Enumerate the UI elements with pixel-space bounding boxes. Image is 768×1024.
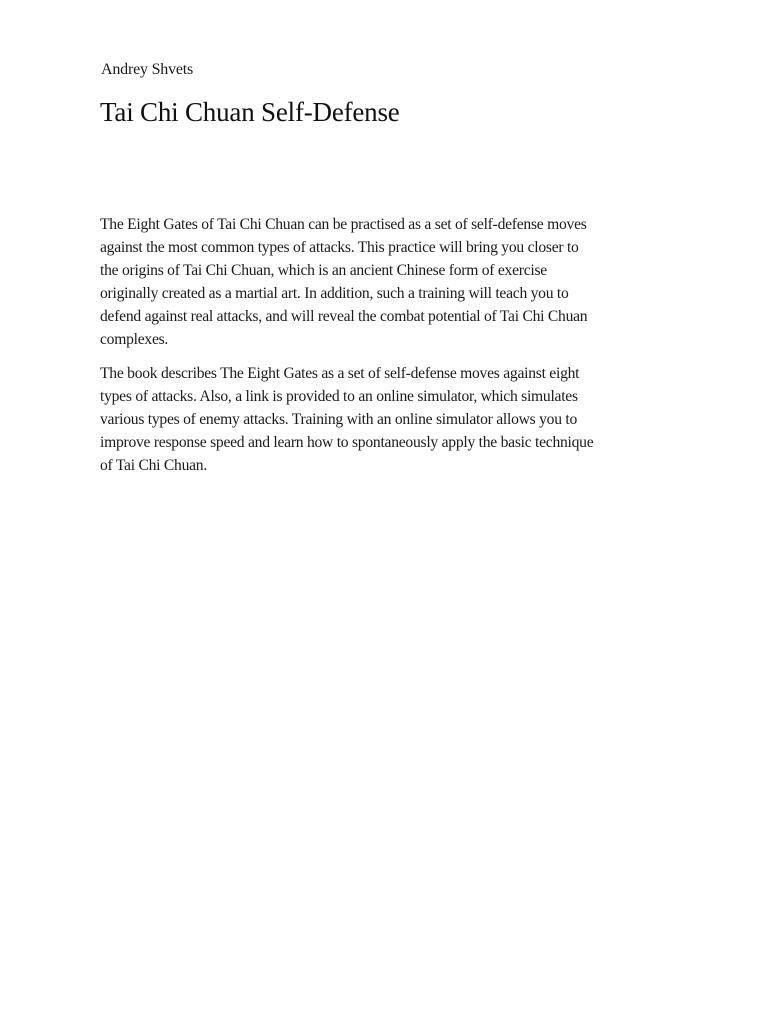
document-title: Tai Chi Chuan Self-Defense bbox=[100, 97, 400, 127]
author-name: Andrey Shvets bbox=[101, 61, 194, 78]
paragraph-1: The Eight Gates of Tai Chi Chuan can be practised as a set of self-defense moves against the most common types of attacks. This practice will bring you closer to the origins of Tai Chi Chuan, which is an ancient Chinese form of exercise originally created as a martial art. In addition, such a training will teach you to defend against real attacks, and will reveal the combat potential of Tai Chi Chuan complexes. bbox=[100, 216, 588, 348]
paragraph-2: The book describes The Eight Gates as a set of self-defense moves against eight types of attacks. Also, a link is provided to an online simulator, which simulates various types of enemy attacks. Training with an online simulator allows you to improve response speed and learn how to spontaneously apply the basic technique of Tai Chi Chuan. bbox=[100, 365, 594, 474]
body-text bbox=[100, 213, 660, 488]
